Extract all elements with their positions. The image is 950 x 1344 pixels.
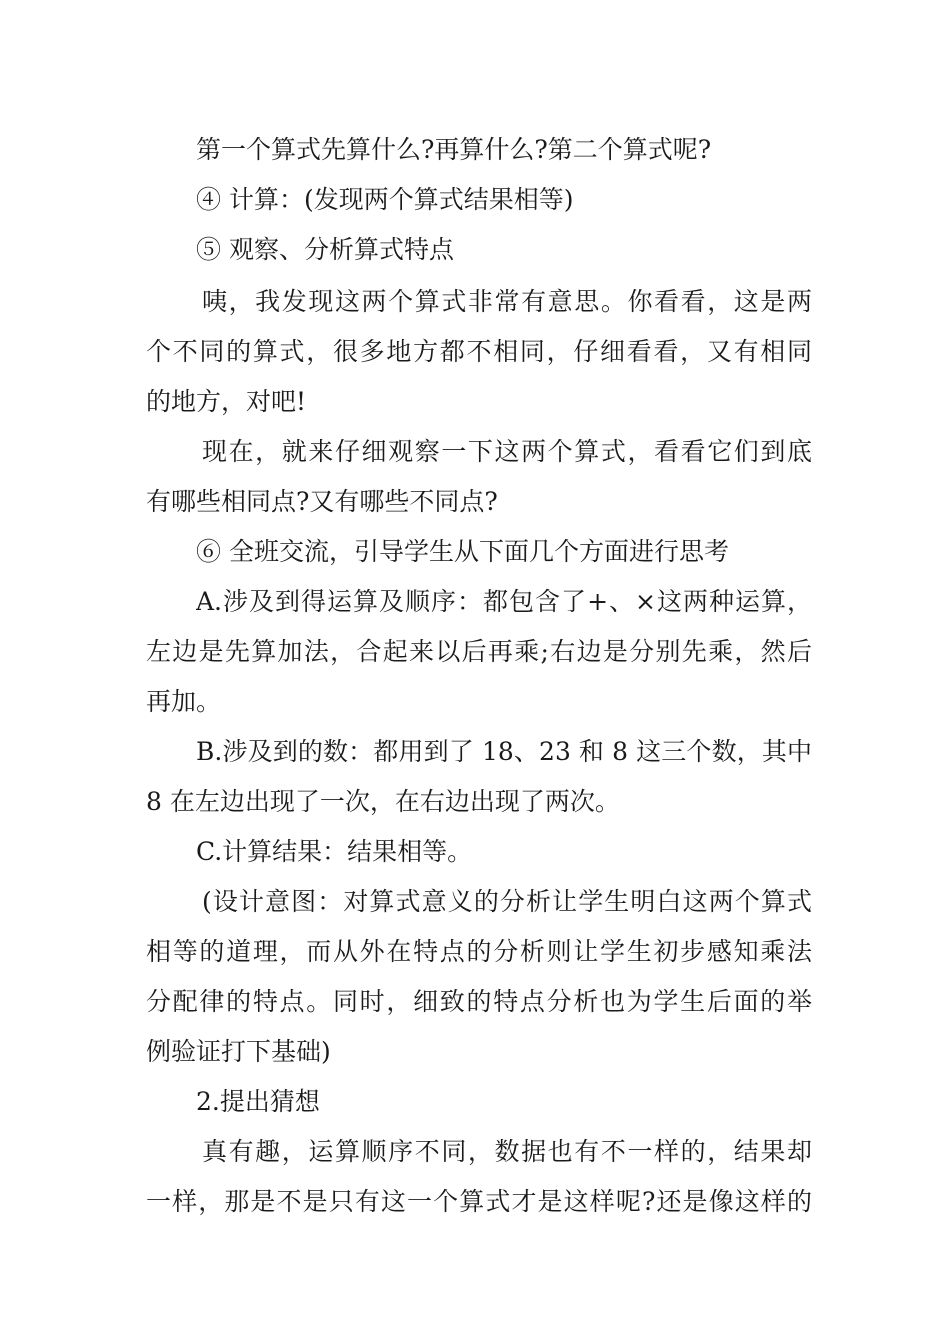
text-line: 分配律的特点。同时，细致的特点分析也为学生后面的举: [146, 987, 812, 1016]
text-line: A.涉及到得运算及顺序：都包含了+、×这两种运算，: [196, 587, 812, 616]
text-line: 左边是先算加法，合起来以后再乘;右边是分别先乘，然后: [146, 637, 812, 666]
text-line: ⑤ 观察、分析算式特点: [196, 235, 454, 264]
text-line: 相等的道理，而从外在特点的分析则让学生初步感知乘法: [146, 937, 812, 966]
text-line: 2.提出猜想: [196, 1087, 320, 1116]
text-line: 例验证打下基础): [146, 1037, 331, 1066]
text-line: 真有趣，运算顺序不同，数据也有不一样的，结果却: [202, 1137, 812, 1166]
text-line: 咦，我发现这两个算式非常有意思。你看看，这是两: [202, 287, 812, 316]
text-line: C.计算结果：结果相等。: [196, 837, 473, 866]
text-line: 现在，就来仔细观察一下这两个算式，看看它们到底: [202, 437, 812, 466]
text-line: 8 在左边出现了一次，在右边出现了两次。: [146, 787, 620, 816]
text-line: 的地方，对吧!: [146, 387, 307, 416]
text-line: ④ 计算：(发现两个算式结果相等): [196, 185, 574, 214]
text-line: 有哪些相同点?又有哪些不同点?: [146, 487, 498, 516]
text-line: ⑥ 全班交流，引导学生从下面几个方面进行思考: [196, 537, 729, 566]
text-line: 第一个算式先算什么?再算什么?第二个算式呢?: [196, 135, 712, 164]
text-line: (设计意图：对算式意义的分析让学生明白这两个算式: [202, 887, 812, 916]
text-line: 一样，那是不是只有这一个算式才是这样呢?还是像这样的: [146, 1187, 812, 1216]
text-line: B.涉及到的数：都用到了 18、23 和 8 这三个数，其中: [196, 737, 812, 766]
text-line: 个不同的算式，很多地方都不相同，仔细看看，又有相同: [146, 337, 812, 366]
text-line: 再加。: [146, 687, 222, 716]
